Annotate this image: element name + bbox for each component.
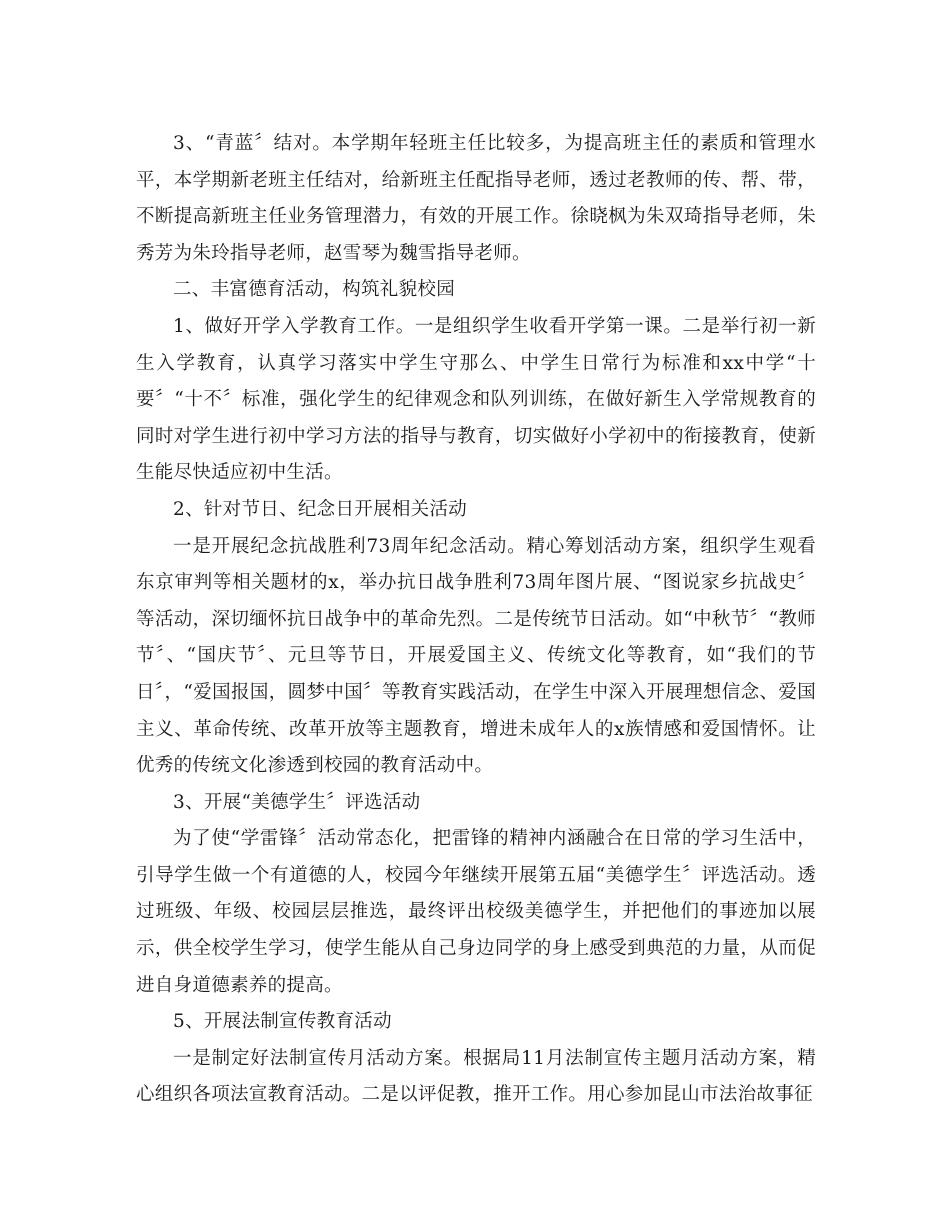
subheading-virtue-students: 3、开展“美德学生〞评选活动 (173, 791, 421, 813)
subheading-legal-education: 5、开展法制宣传教育活动 (173, 1011, 392, 1033)
paragraph-legal-education: 一是制定好法制宣传月活动方案。根据局11月法制宣传主题月活动方案，精心组织各项法宣教育活动。二是以评促教，推开工作。用心参加昆山市法治故事征 (136, 1047, 816, 1106)
subheading-festival-activities: 2、针对节日、纪念日开展相关活动 (173, 498, 468, 520)
paragraph-festival-activities: 一是开展纪念抗战胜利73周年纪念活动。精心筹划活动方案，组织学生观看东京审判等相关题材的x，举办抗日战争胜利73周年图片展、“图说家乡抗战史〞等活动，深切缅怀抗日战争中的革命先烈。二是传统节日活动。如“中秋节〞“教师节〞、“国庆节〞、元旦等节日，开展爱国主义、传统文化等教育，如“我们的节日〞，“爱国报国，圆梦中国〞等教育实践活动，在学生中深入开展理想信念、爱国主义、革命传统、改革开放等主题教育，增进未成年人的x族情感和爱国情怀。让优秀的传统文化渗透到校园的教育活动中。 (136, 535, 816, 777)
paragraph-enrollment-education: 1、做好开学入学教育工作。一是组织学生收看开学第一课。二是举行初一新生入学教育，认真学习落实中学生守那么、中学生日常行为标准和xx中学“十要〞“十不〞标准，强化学生的纪律观念和队列训练，在做好新生入学常规教育的同时对学生进行初中学习方法的指导与教育，切实做好小学初中的衔接教育，使新生能尽快适应初中生活。 (136, 315, 816, 484)
section-heading-moral-education: 二、丰富德育活动，构筑礼貌校园 (173, 279, 456, 301)
paragraph-virtue-students: 为了使“学雷锋〞活动常态化，把雷锋的精神内涵融合在日常的学习生活中，引导学生做一个有道德的人，校园今年继续开展第五届“美德学生〞评选活动。透过班级、年级、校园层层推选，最终评出校级美德学生，并把他们的事迹加以展示，供全校学生学习，使学生能从自己身边同学的身上感受到典范的力量，从而促进自身道德素养的提高。 (136, 828, 816, 996)
document-body (136, 126, 816, 1114)
paragraph-mentoring: 3、“青蓝〞结对。本学期年轻班主任比较多，为提高班主任的素质和管理水平，本学期新老班主任结对，给新班主任配指导老师，透过老教师的传、帮、带，不断提高新班主任业务管理潜力，有效的开展工作。徐晓枫为朱双琦指导老师，朱秀芳为朱玲指导老师，赵雪琴为魏雪指导老师。 (136, 133, 816, 264)
